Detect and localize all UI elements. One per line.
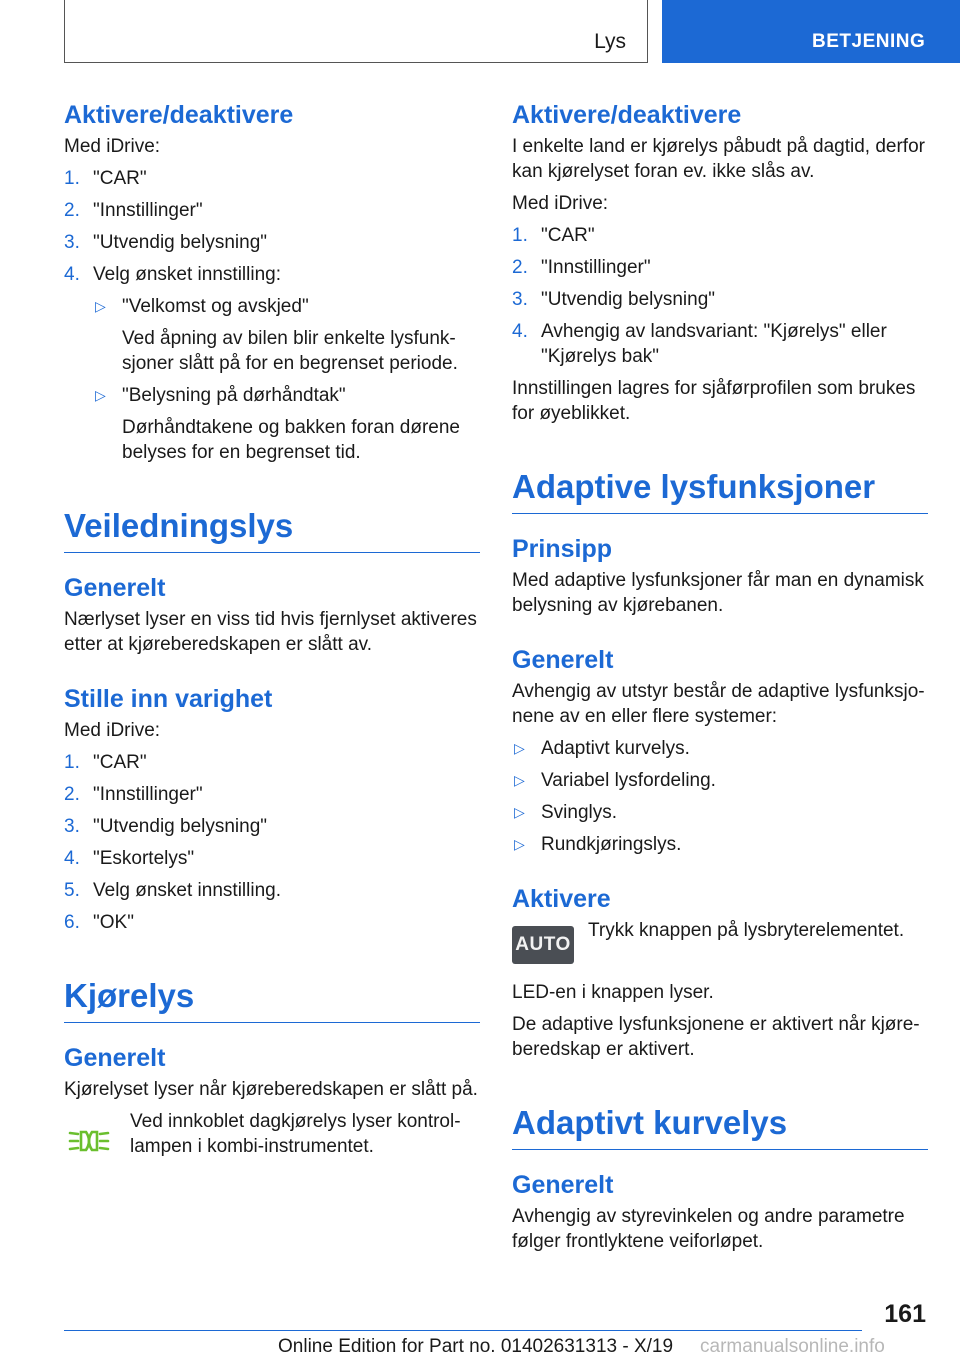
list-item: 4. Avhengig av landsvariant: "Kjørelys" eller "Kjørelys bak": [512, 321, 887, 367]
list-item: 3. "Utvendig belysning": [512, 289, 716, 310]
header-section-title: Lys: [594, 30, 626, 53]
section-title: Generelt: [512, 1171, 614, 1199]
indicator-row: [64, 1109, 480, 1166]
chapter-title: Kjørelys: [64, 976, 480, 1023]
list-item: 3. "Utvendig belysning": [64, 232, 268, 253]
list-item: 2. "Innstillinger": [512, 257, 651, 278]
watermark: carmanualsonline.info: [700, 1336, 885, 1357]
paragraph: Med iDrive:: [64, 720, 161, 741]
list-item: 1. "CAR": [64, 168, 147, 189]
list-item: 4. Velg ønsket innstilling:: [64, 264, 281, 285]
paragraph: Innstillingen lagres for sjåførprofilen som brukes for øyeblikket.: [512, 378, 916, 424]
section-title: Prinsipp: [512, 535, 613, 563]
paragraph: Avhengig av utstyr består de adaptive lysfunksjo‐nene av en eller flere systemer:: [512, 681, 925, 727]
list-item: ▷ Adaptivt kurvelys.: [514, 738, 690, 759]
section-title: Generelt: [64, 1044, 166, 1072]
paragraph: Med adaptive lysfunksjoner får man en dynamisk belysning av kjørebanen.: [512, 570, 924, 616]
section-title: Aktivere: [512, 885, 611, 913]
paragraph: Avhengig av styrevinkelen og andre parametre følger frontlyktene veiforløpet.: [512, 1206, 905, 1252]
paragraph: Nærlyset lyser en viss tid hvis fjernlyset aktiveres etter at kjøreberedskapen er slått av.: [64, 609, 477, 655]
indicator-text: Ved innkoblet dagkjørelys lyser kontrol‐lampen i kombi-instrumentet.: [130, 1111, 461, 1157]
list-item: 3. "Utvendig belysning": [64, 816, 268, 837]
triangle-right-icon: ▷: [514, 804, 525, 820]
section-title: Generelt: [512, 646, 614, 674]
triangle-right-icon: ▷: [95, 387, 106, 403]
footer-rule: [64, 1330, 862, 1331]
section-title: Stille inn varighet: [64, 685, 273, 713]
list-item: 2. "Innstillinger": [64, 200, 203, 221]
numbered-list: [64, 750, 480, 935]
chapter-title: Adaptive lysfunksjoner: [512, 467, 928, 514]
paragraph: LED-en i knappen lyser.: [512, 982, 714, 1003]
list-item: 5. Velg ønsket innstilling.: [64, 880, 281, 901]
list-item: 6. "OK": [64, 912, 134, 933]
auto-button-text: Trykk knappen på lysbryterelementet.: [588, 920, 905, 941]
list-item: 4. "Eskortelys": [64, 848, 195, 869]
list-item: 1. "CAR": [64, 752, 147, 773]
header-chapter-tab: BETJENING: [662, 0, 960, 63]
bullet-list: [512, 736, 928, 857]
right-column: [512, 100, 928, 1261]
paragraph: De adaptive lysfunksjonene er aktivert når kjøre‐beredskap er aktivert.: [512, 1014, 920, 1060]
section-title: Aktivere/deaktivere: [512, 101, 742, 129]
chapter-title: Adaptivt kurvelys: [512, 1103, 928, 1150]
page-number: 161: [884, 1300, 926, 1328]
daytime-running-light-icon: [64, 1121, 114, 1161]
triangle-right-icon: ▷: [514, 740, 525, 756]
auto-button-icon: AUTO: [512, 926, 574, 964]
list-item: 1. "CAR": [512, 225, 595, 246]
paragraph: Med iDrive:: [512, 193, 609, 214]
list-item: ▷ "Belysning på dørhåndtak" Dørhåndtakene og bakken foran dørene belyses for en begrenset tid.: [95, 385, 460, 463]
list-item: 2. "Innstillinger": [64, 784, 203, 805]
bullet-list: [64, 294, 480, 465]
paragraph: Kjørelyset lyser når kjøreberedskapen er slått på.: [64, 1079, 478, 1100]
numbered-list: [64, 166, 480, 287]
triangle-right-icon: ▷: [514, 772, 525, 788]
triangle-right-icon: ▷: [95, 298, 106, 314]
list-item: ▷ "Velkomst og avskjed" Ved åpning av bilen blir enkelte lysfunk‐sjoner slått på for en begrenset periode.: [95, 296, 458, 374]
list-item: ▷ Rundkjøringslys.: [514, 834, 682, 855]
paragraph: Med iDrive:: [64, 136, 161, 157]
list-item: ▷ Variabel lysfordeling.: [514, 770, 716, 791]
triangle-right-icon: ▷: [514, 836, 525, 852]
auto-button-row: [512, 918, 928, 964]
header-box: [64, 0, 648, 63]
section-title: Generelt: [64, 574, 166, 602]
chapter-title: Veiledningslys: [64, 506, 480, 553]
section-title: Aktivere/deaktivere: [64, 101, 294, 129]
numbered-list: [512, 223, 928, 369]
edition-text: Online Edition for Part no. 01402631313 - X/19: [278, 1336, 674, 1357]
paragraph: I enkelte land er kjørelys påbudt på dagtid, derfor kan kjørelyset foran ev. ikke slås av.: [512, 136, 925, 182]
left-column: [64, 100, 480, 1174]
list-item: ▷ Svinglys.: [514, 802, 618, 823]
